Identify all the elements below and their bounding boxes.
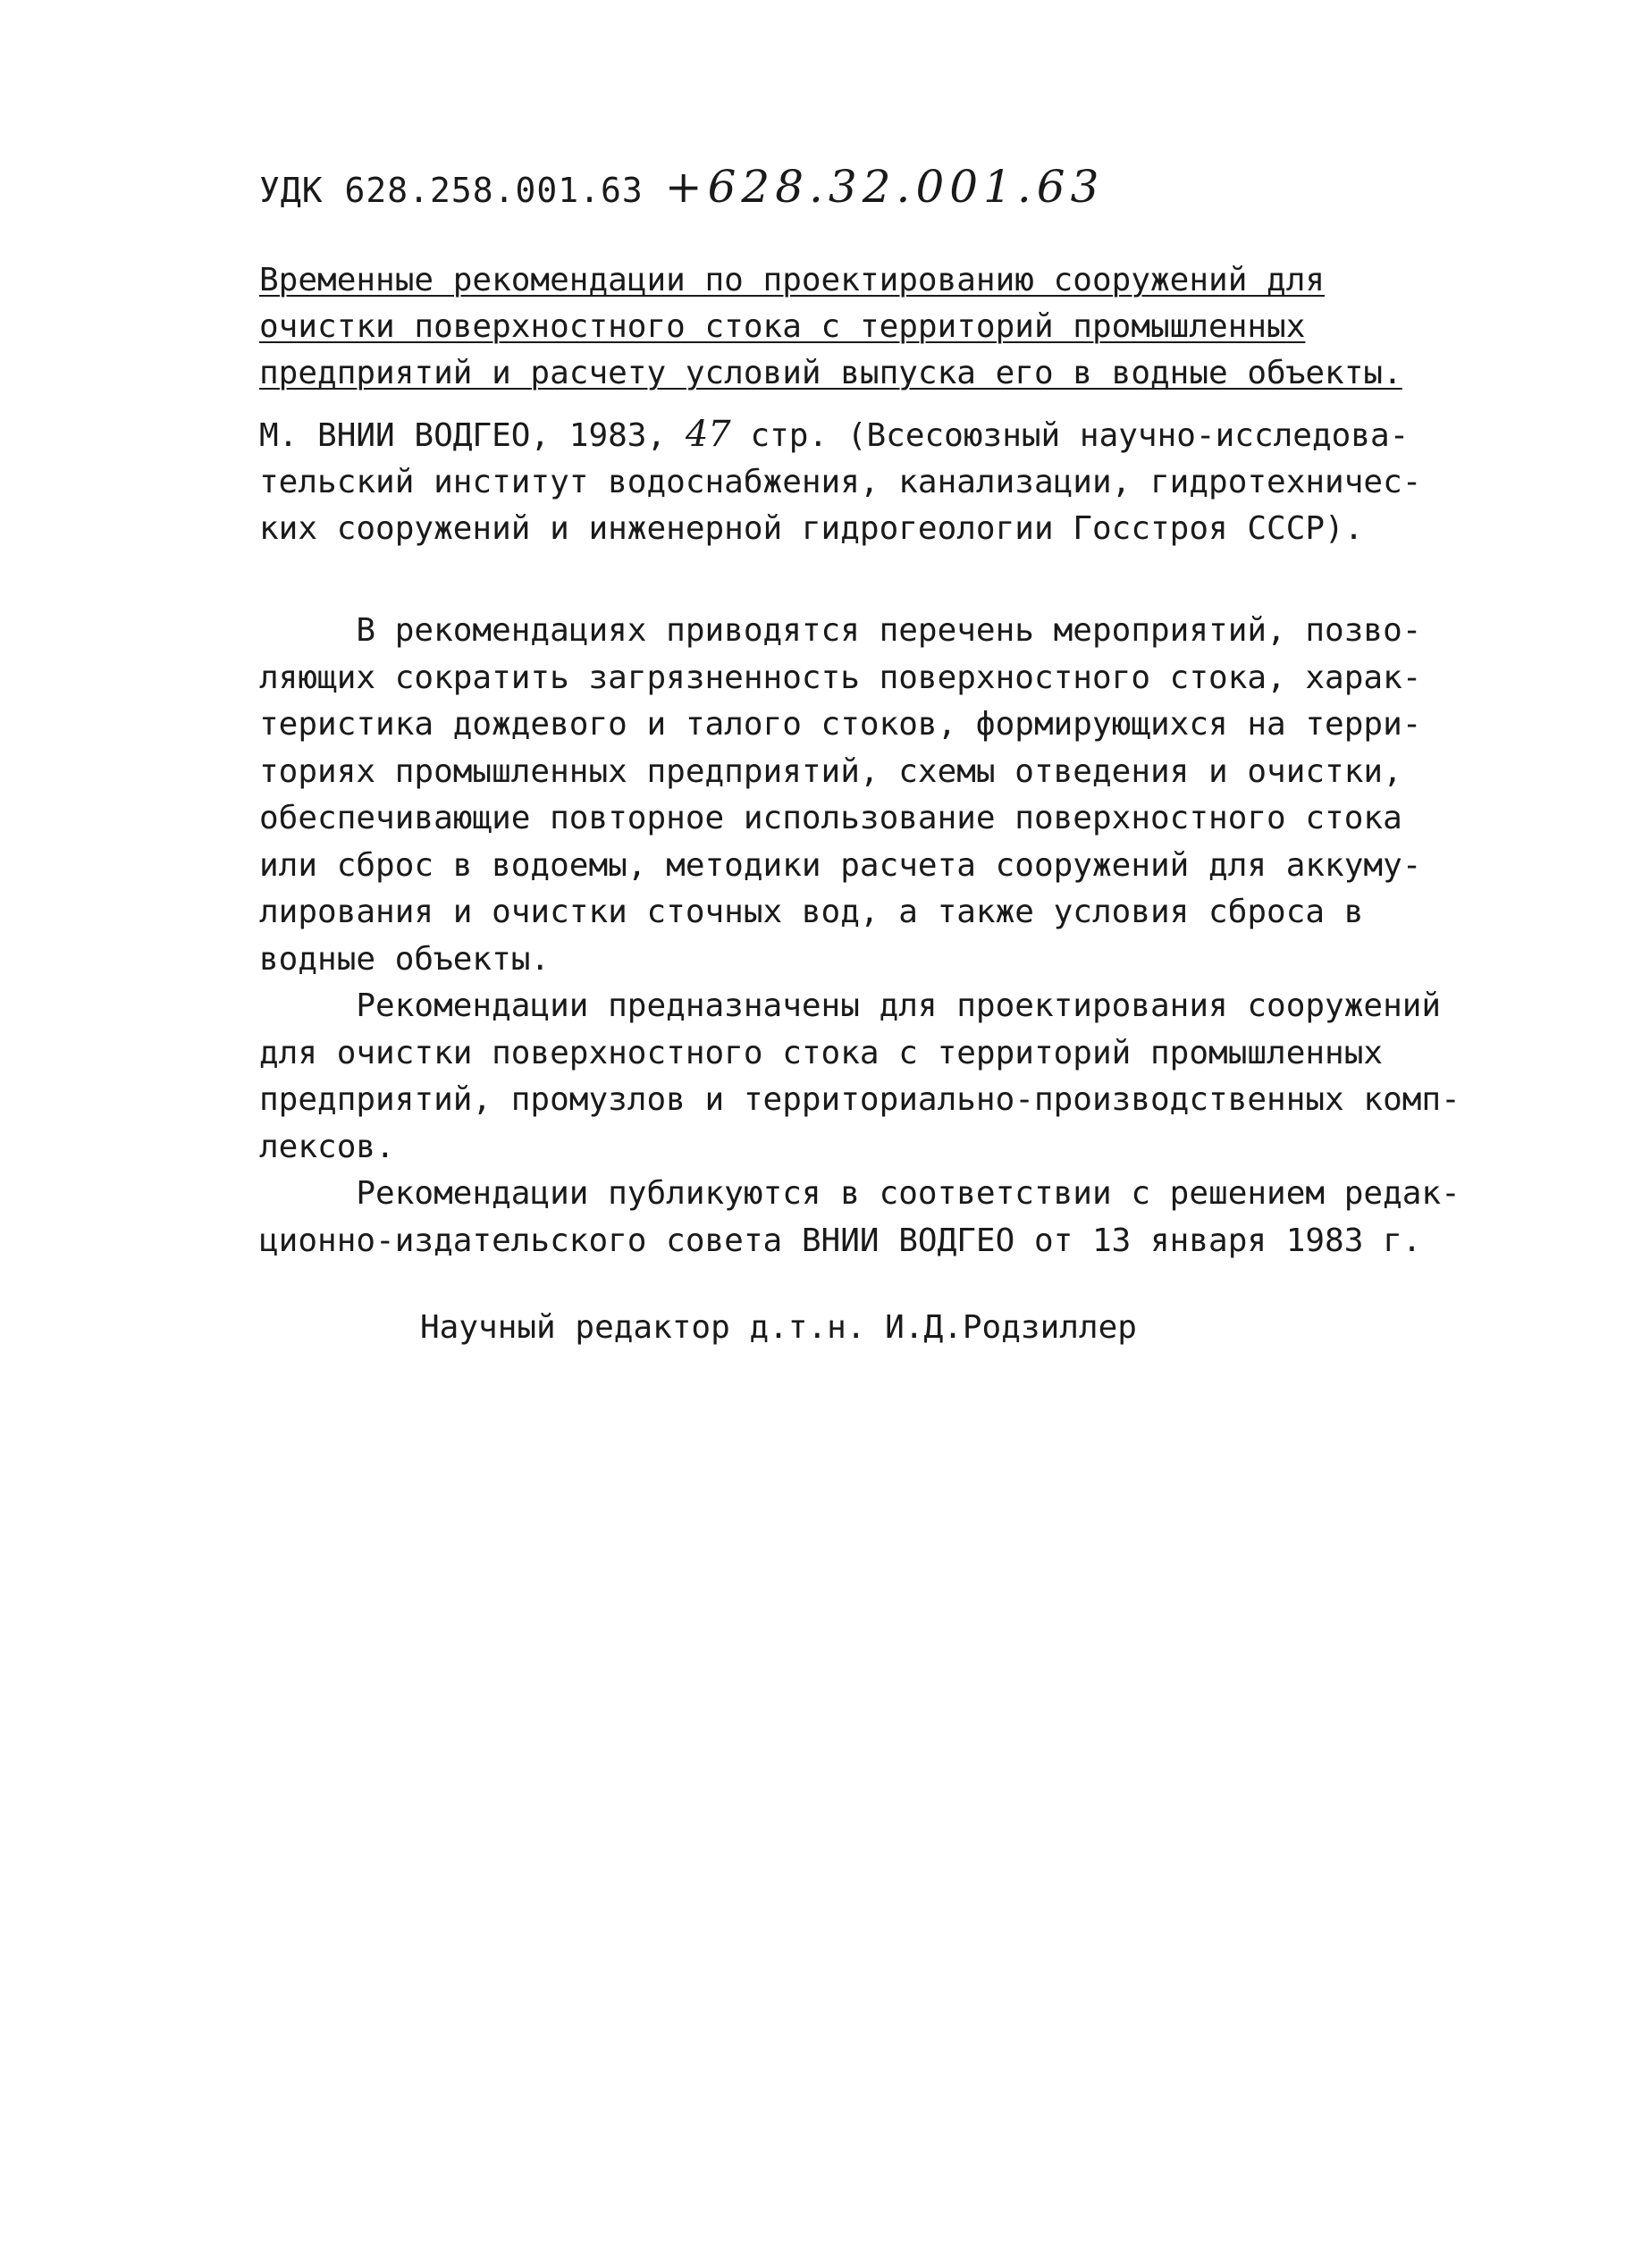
abstract-line: Рекомендации предназначены для проектирования сооружений (259, 987, 1442, 1024)
publication-line-suffix: стр. (Всесоюзный научно-исследова- (750, 417, 1410, 454)
abstract-line: В рекомендациях приводятся перечень мероприятий, позво- (259, 612, 1422, 649)
abstract-line: водные объекты. (259, 940, 551, 978)
udk-typed: УДК 628.258.001.63 (259, 171, 644, 210)
publication-line: тельский институт водоснабжения, канализации, гидротехничес- (259, 464, 1422, 500)
abstract-line: лексов. (259, 1128, 395, 1165)
abstract-line: Рекомендации публикуются в соответствии с решением редак- (259, 1175, 1460, 1212)
abstract-line: предприятий, промузлов и территориально-производственных комп- (259, 1081, 1460, 1118)
abstract-text (259, 608, 1493, 1264)
publication-info (259, 411, 1475, 552)
abstract-line: лирования и очистки сточных вод, а также условия сброса в (259, 894, 1364, 930)
udk-classification (259, 161, 1104, 213)
publication-line (259, 411, 1475, 459)
publication-place-year: М. ВНИИ ВОДГЕО, 1983, (259, 417, 667, 454)
abstract-line: ториях промышленных предприятий, схемы отведения и очистки, (259, 752, 1402, 790)
abstract-line: для очистки поверхностного стока с территорий промышленных (259, 1034, 1384, 1071)
abstract-line: ляющих сократить загрязненность поверхностного стока, харак- (259, 659, 1422, 696)
abstract-line: или сброс в водоемы, методики расчета сооружений для аккуму- (259, 846, 1422, 884)
abstract-line: обеспечивающие повторное использование поверхностного стока (259, 800, 1402, 836)
title-line: предприятий и расчету условий выпуска его в водные объекты. (259, 355, 1402, 391)
scientific-editor: Научный редактор д.т.н. И.Д.Родзиллер (420, 1309, 1137, 1346)
document-title (259, 257, 1457, 397)
abstract-line: ционно-издательского совета ВНИИ ВОДГЕО от 13 января 1983 г. (259, 1222, 1422, 1259)
page-count-handwritten: 47 (685, 414, 731, 455)
title-line: Временные рекомендации по проектированию сооружений для (259, 262, 1326, 298)
udk-handwritten-addition: +628.32.001.63 (664, 161, 1105, 213)
publication-line: ких сооружений и инженерной гидрогеологии Госстроя СССР). (259, 510, 1364, 547)
abstract-line: теристика дождевого и талого стоков, формирующихся на терри- (259, 706, 1422, 743)
title-line: очистки поверхностного стока с территорий промышленных (259, 308, 1306, 345)
